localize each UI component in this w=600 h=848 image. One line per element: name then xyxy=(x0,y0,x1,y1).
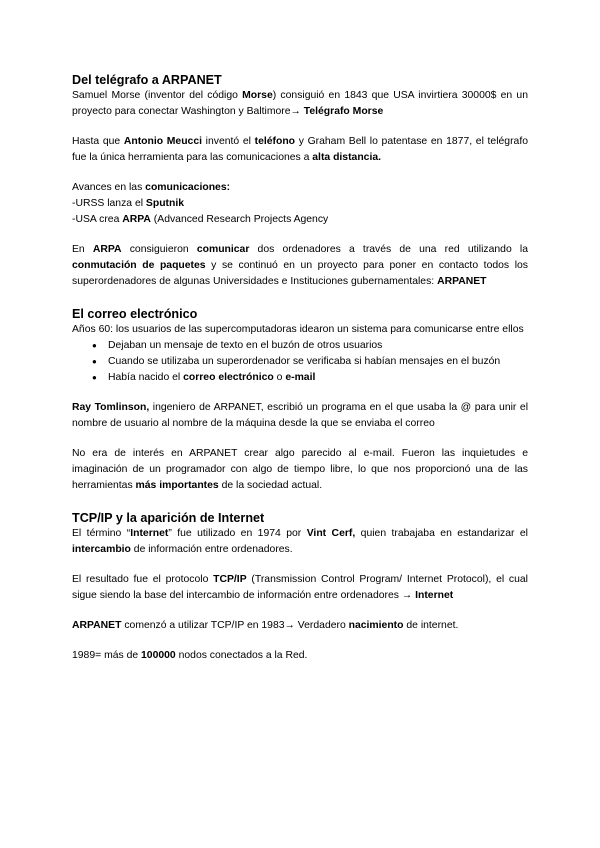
paragraph-avances xyxy=(72,180,528,196)
paragraph-anos-60 xyxy=(72,322,528,338)
text-run: Cuando se utilizaba un superordenador se verificaba si habían mensajes en el buzón xyxy=(108,356,501,367)
paragraph-morse xyxy=(72,88,528,120)
text-run: inventó el xyxy=(202,136,255,147)
text-run: ingeniero de ARPANET, escribió un programa en el que usaba la @ para unir el nombre de usuario al nombre de la máquina desde la que se enviaba el correo xyxy=(72,402,529,429)
bold-text: conmutación de paquetes xyxy=(72,260,206,271)
text-run: consiguieron xyxy=(121,244,197,255)
text-run: Años 60: los usuarios de las supercomputadoras idearon un sistema para comunicarse entre ellos xyxy=(72,324,524,335)
paragraph-tomlinson xyxy=(72,400,528,432)
text-run: 1989= más de xyxy=(72,650,142,661)
bold-text: alta distancia. xyxy=(312,152,382,163)
paragraph-meucci xyxy=(72,134,528,166)
list-item xyxy=(92,370,528,386)
text-run: Dejaban un mensaje de texto en el buzón de otros usuarios xyxy=(108,340,383,351)
text-run: -URSS lanza el xyxy=(72,198,146,209)
text-run: Avances en las xyxy=(72,182,146,193)
text-run: Samuel Morse (inventor del código xyxy=(72,90,243,101)
text-run: Hasta que xyxy=(72,136,124,147)
paragraph-termino xyxy=(72,526,528,558)
bold-text: más importantes xyxy=(135,480,219,491)
text-run: En xyxy=(72,244,93,255)
bold-text: comunicar xyxy=(196,244,250,255)
bold-text: nacimiento xyxy=(348,620,404,631)
text-run: de información entre ordenadores. xyxy=(130,544,293,555)
paragraph-arpa xyxy=(72,242,528,290)
text-run: y Graham Bell lo patentase en 1877, el telégrafo fue la única herramienta para las comunicaciones a xyxy=(72,136,528,163)
list-item xyxy=(92,354,528,370)
bold-text: Ray Tomlinson, xyxy=(72,402,150,413)
text-run: nodos conectados a la Red. xyxy=(175,650,308,661)
text-run: y se continuó en un proyecto para poner en contacto todos los superordenadores de algunas Universidades e Instituciones gubernamentales: xyxy=(72,260,528,287)
bold-text: Morse xyxy=(242,90,273,101)
bold-text: Antonio Meucci xyxy=(123,136,202,147)
bold-text: Sputnik xyxy=(145,198,185,209)
bold-text: correo electrónico xyxy=(183,372,274,383)
section-title-telegrafo: Del telégrafo a ARPANET xyxy=(72,73,222,87)
bold-text: comunicaciones: xyxy=(145,182,231,193)
bold-text: ARPA xyxy=(122,214,151,225)
text-run: ” fue utilizado en 1974 por xyxy=(168,528,307,539)
text-run: comenzó a utilizar TCP/IP en 1983→ Verdadero xyxy=(121,620,349,631)
text-run: Había nacido el xyxy=(108,372,184,383)
document-page xyxy=(72,72,528,664)
bold-text: Internet xyxy=(130,528,169,539)
text-run: El resultado fue el protocolo xyxy=(72,574,214,585)
text-run: -USA crea xyxy=(72,214,123,225)
list-item xyxy=(92,338,528,354)
bold-text: 100000 xyxy=(141,650,176,661)
bold-text: teléfono xyxy=(254,136,296,147)
text-run: o xyxy=(273,372,286,383)
text-run: de internet. xyxy=(403,620,459,631)
text-run: El término “ xyxy=(72,528,131,539)
bold-text: Vint Cerf, xyxy=(306,528,356,539)
text-run: quien trabajaba en estandarizar el xyxy=(355,528,528,539)
bold-text: ARPANET xyxy=(72,620,122,631)
bold-text: Internet xyxy=(415,590,454,601)
bold-text: ARPANET xyxy=(437,276,487,287)
text-run: (Advanced Research Projects Agency xyxy=(150,214,329,225)
bold-text: TCP/IP xyxy=(213,574,247,585)
bold-text: ARPA xyxy=(92,244,122,255)
text-run: No era de interés en ARPANET crear algo parecido al e-mail. Fueron las inquietudes e imaginación de un programador con algo de tiempo libre, lo que nos proporcionó una de las herramientas xyxy=(72,448,528,491)
bold-text: intercambio xyxy=(72,544,131,555)
paragraph-arpanet-1983 xyxy=(72,618,528,634)
paragraph-usa xyxy=(72,212,528,228)
section-title-tcpip: TCP/IP y la aparición de Internet xyxy=(72,511,265,525)
text-run: (Transmission Control Program/ Internet Protocol), el cual sigue siendo la base del intercambio de información entre ordenadores → xyxy=(72,574,528,601)
paragraph-urss xyxy=(72,196,528,212)
bold-text: Telégrafo Morse xyxy=(303,106,384,117)
paragraph-resultado xyxy=(72,572,528,604)
bold-text: e-mail xyxy=(285,372,316,383)
text-run: de la sociedad actual. xyxy=(218,480,323,491)
bullet-list xyxy=(72,338,528,386)
paragraph-1989 xyxy=(72,648,528,664)
text-run: ) consiguió en 1843 que USA invirtiera 30000$ en un proyecto para conectar Washington y Baltimore→ xyxy=(72,90,528,117)
section-title-correo: El correo electrónico xyxy=(72,307,198,321)
text-run: dos ordenadores a través de una red utilizando la xyxy=(249,244,528,255)
paragraph-interes xyxy=(72,446,528,494)
